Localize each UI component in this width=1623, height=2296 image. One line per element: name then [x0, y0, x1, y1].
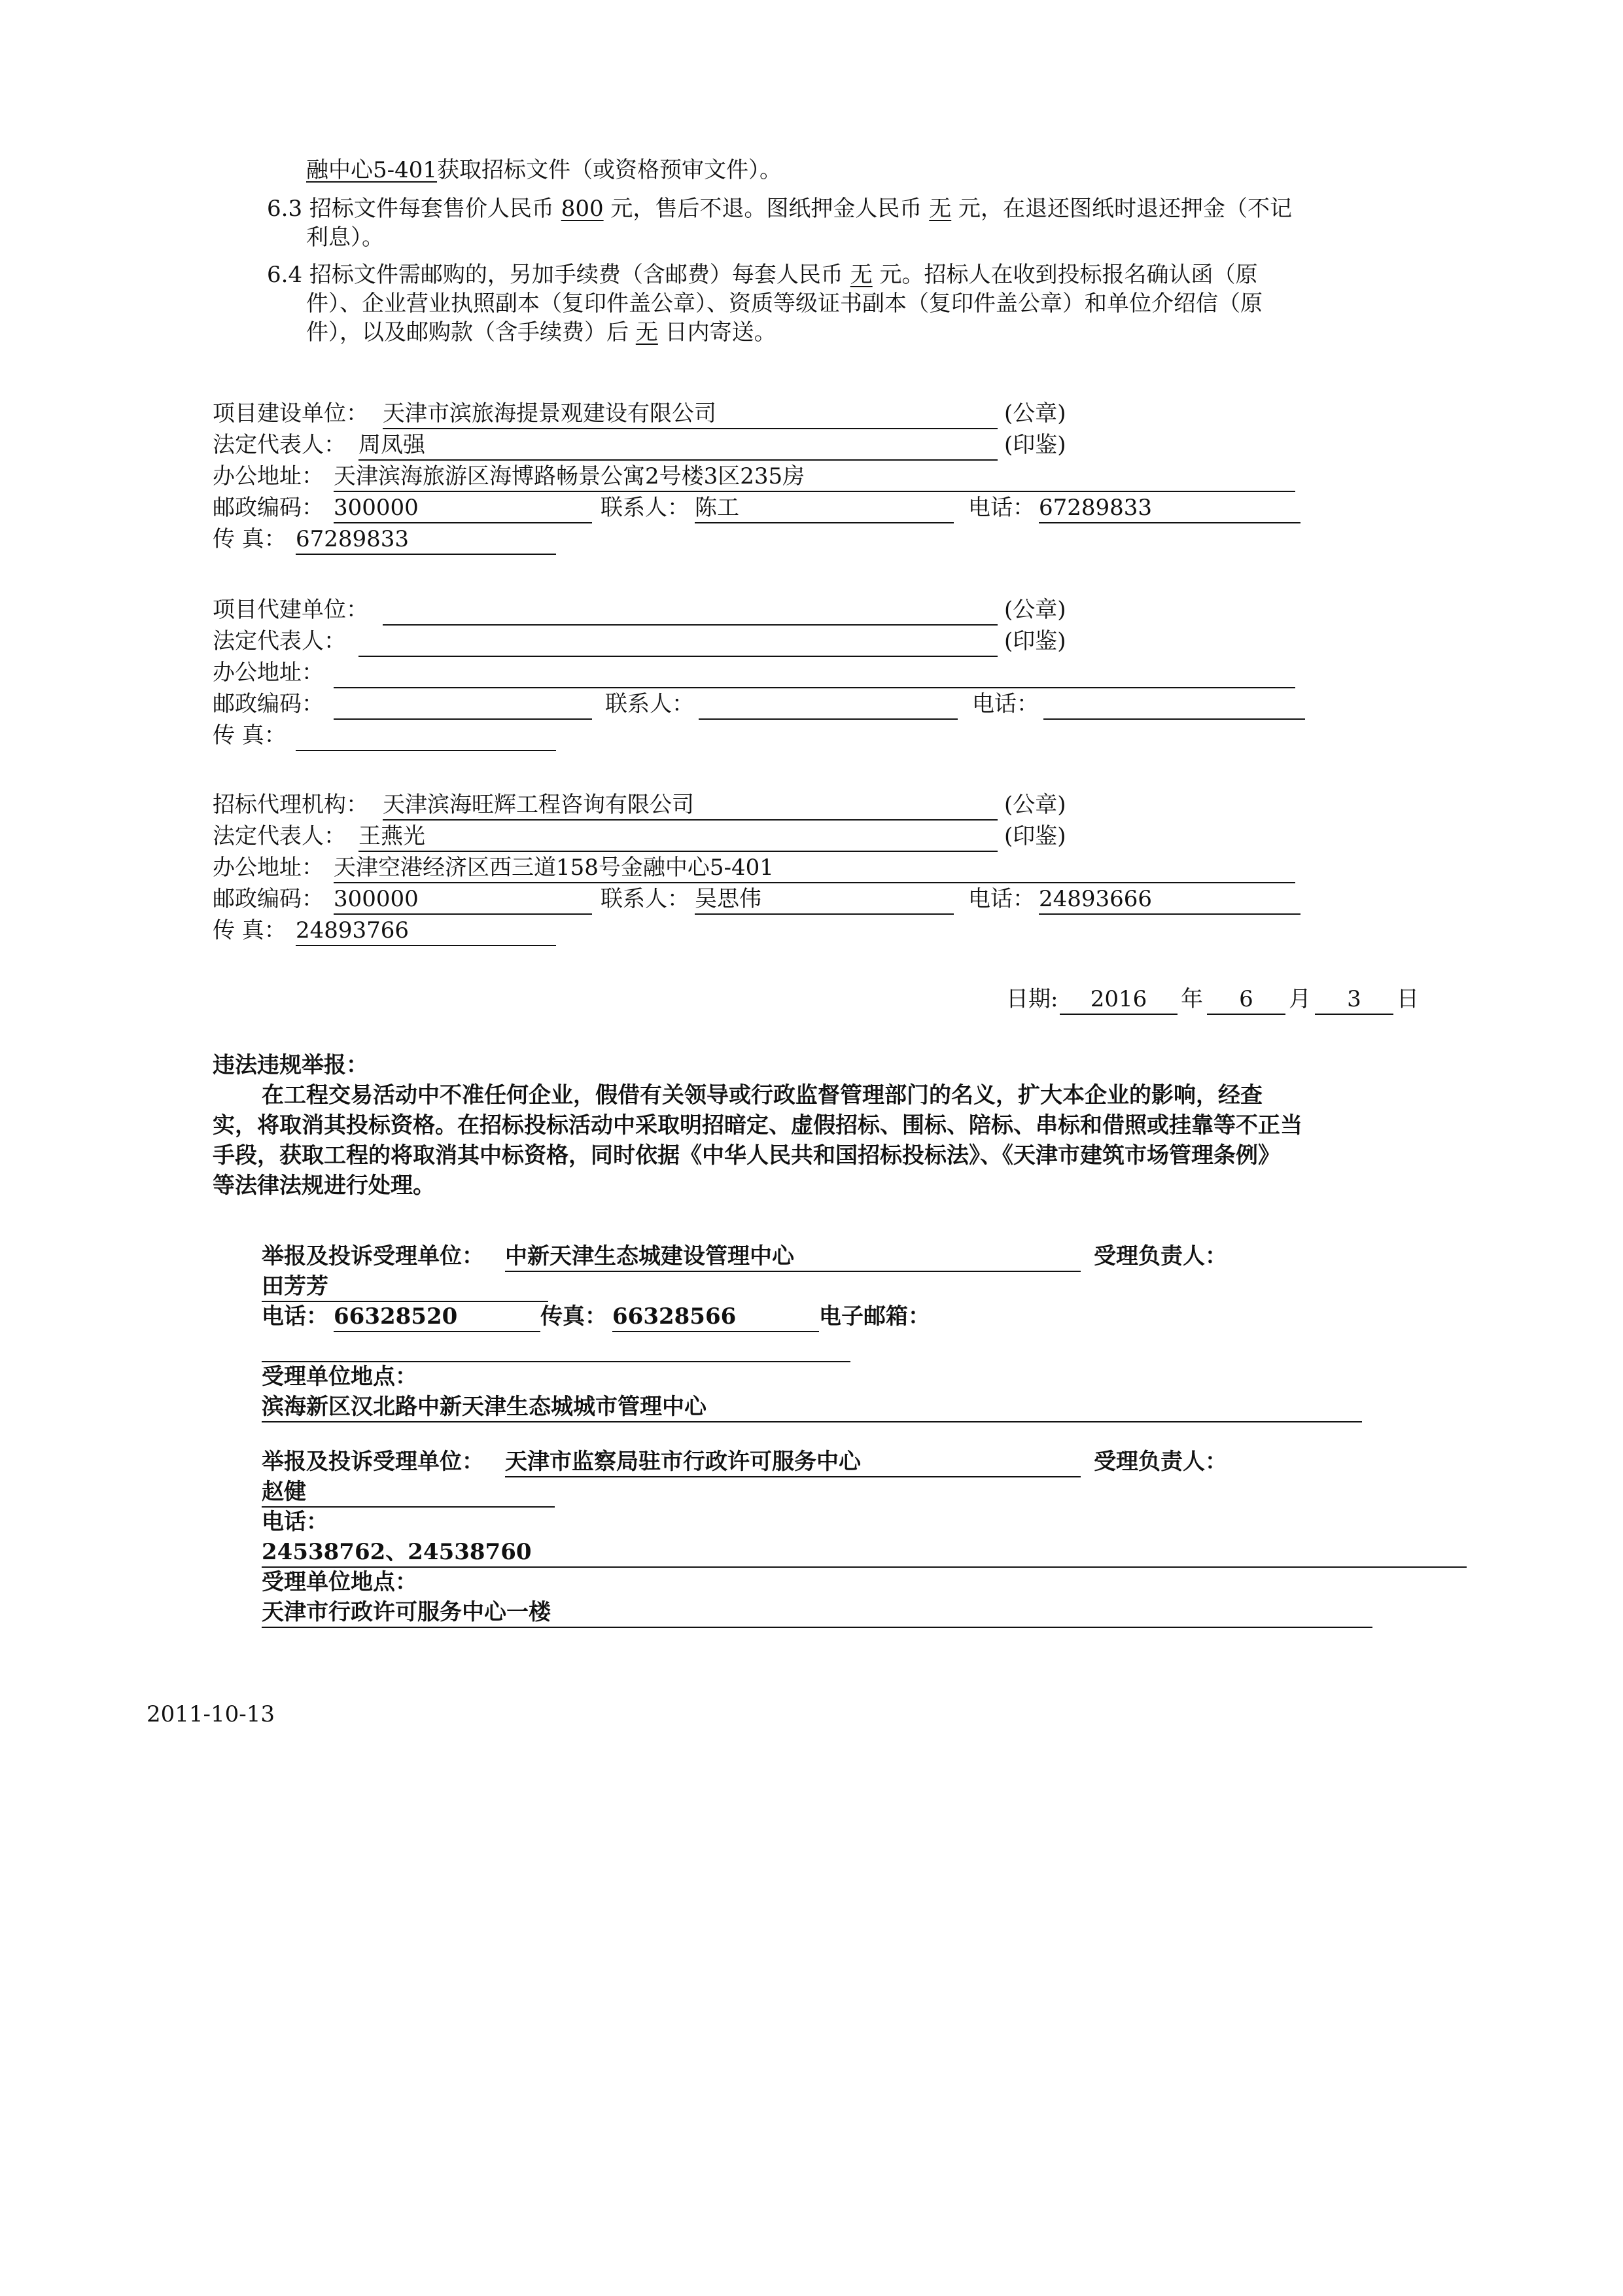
date-day-line: [1315, 1014, 1393, 1015]
agent-zip-line: [334, 718, 592, 720]
clause-6-4: 6.4 招标文件需邮购的，另加手续费（含邮费）每套人民币 无 元。招标人在收到投标报名确认函（原: [267, 262, 1258, 288]
c2-unit-line: [505, 1476, 1081, 1477]
date-month-line: [1207, 1014, 1285, 1015]
agency-fax-label: 传 真：: [213, 917, 287, 944]
c1-loc: 滨海新区汉北路中新天津生态城城市管理中心: [262, 1394, 707, 1420]
c1-unit: 中新天津生态城建设管理中心: [505, 1243, 794, 1269]
mail-days: 无: [635, 319, 658, 345]
agency-contact-line: [695, 913, 954, 915]
date-month: 6: [1239, 986, 1253, 1012]
c2-tel-label: 电话：: [262, 1509, 328, 1535]
doc-price: 800: [561, 196, 604, 222]
agency-tel: 24893666: [1039, 886, 1153, 912]
date-year-unit: 年: [1181, 986, 1203, 1012]
agency-zip: 300000: [334, 886, 419, 912]
c2-person: 赵健: [262, 1479, 306, 1505]
c2-person-label: 受理负责人：: [1094, 1449, 1227, 1475]
c2-unit-label: 举报及投诉受理单位：: [262, 1449, 484, 1475]
c1-unit-line: [505, 1271, 1081, 1272]
owner-tel: 67289833: [1039, 495, 1153, 521]
c1-tel: 66328520: [334, 1303, 458, 1330]
owner-contact-line: [695, 522, 954, 523]
agent-fax-label: 传 真：: [213, 722, 287, 749]
agency-rep-label: 法定代表人：: [213, 823, 346, 849]
report-p2: 实，将取消其投标资格。在招标投标活动中采取明招暗定、虚假招标、围标、陪标、串标和借照或挂靠等不正当: [213, 1112, 1302, 1139]
agent-rep-line: [358, 656, 998, 657]
c1-fax: 66328566: [612, 1303, 737, 1330]
agency-zip-label: 邮政编码：: [213, 886, 324, 912]
report-p4: 等法律法规进行处理。: [213, 1173, 435, 1199]
agency-unit-label: 招标代理机构：: [213, 792, 368, 818]
c2-tel-line: [262, 1566, 1467, 1568]
agent-stamp: (印鉴): [1004, 628, 1066, 654]
agency-tel-label: 电话：: [968, 886, 1035, 912]
clause-6-3-cont: 利息）。: [306, 224, 384, 251]
owner-contact-label: 联系人：: [601, 495, 689, 521]
clause-6-4-cont2: 件），以及邮购款（含手续费）后 无 日内寄送。: [306, 319, 777, 345]
c2-tel: 24538762、24538760: [262, 1539, 532, 1565]
agency-fax: 24893766: [296, 917, 410, 944]
agent-tel-label: 电话：: [972, 691, 1039, 717]
owner-rep-line: [358, 459, 998, 461]
agent-contact-line: [699, 718, 958, 720]
owner-fax: 67289833: [296, 526, 410, 552]
c1-person: 田芳芳: [262, 1273, 328, 1299]
agency-rep: 王燕光: [358, 823, 425, 849]
date-label: 日期:: [1006, 986, 1058, 1012]
c1-tel-line: [334, 1331, 540, 1332]
c2-unit: 天津市监察局驻市行政许可服务中心: [505, 1449, 861, 1475]
date-year-line: [1060, 1014, 1178, 1015]
agency-addr-line: [334, 882, 1295, 883]
mail-fee: 无: [850, 262, 873, 288]
owner-tel-label: 电话：: [968, 495, 1035, 521]
agent-addr-line: [334, 687, 1295, 688]
agent-rep-label: 法定代表人：: [213, 628, 346, 654]
c1-fax-label: 传真：: [540, 1303, 607, 1330]
owner-addr: 天津滨海旅游区海博路畅景公寓2号楼3区235房: [334, 463, 805, 489]
c1-tel-label: 电话：: [262, 1303, 328, 1330]
agency-seal: (公章): [1004, 792, 1066, 818]
agency-addr: 天津空港经济区西三道158号金融中心5-401: [334, 855, 774, 881]
date-day: 3: [1347, 986, 1361, 1012]
owner-contact: 陈工: [695, 495, 739, 521]
agency-stamp: (印鉴): [1004, 823, 1066, 849]
agency-contact-label: 联系人：: [601, 886, 689, 912]
agency-addr-label: 办公地址：: [213, 855, 324, 881]
c1-person-label: 受理负责人：: [1094, 1243, 1227, 1269]
owner-addr-label: 办公地址：: [213, 463, 324, 489]
footer-date: 2011-10-13: [147, 1701, 275, 1727]
clause-6-4-cont1: 件）、企业营业执照副本（复印件盖公章）、资质等级证书副本（复印件盖公章）和单位介绍信（原: [306, 291, 1263, 317]
owner-tel-line: [1039, 522, 1300, 523]
c1-unit-label: 举报及投诉受理单位：: [262, 1243, 484, 1269]
agency-zip-line: [334, 913, 592, 915]
owner-addr-line: [334, 491, 1295, 492]
owner-unit-line: [383, 428, 998, 429]
agency-unit: 天津滨海旺辉工程咨询有限公司: [383, 792, 694, 818]
report-p1: 在工程交易活动中不准任何企业，假借有关领导或行政监督管理部门的名义，扩大本企业的影响，经查: [262, 1082, 1263, 1108]
owner-fax-label: 传 真：: [213, 526, 287, 552]
agency-fax-line: [296, 945, 556, 946]
agent-tel-line: [1043, 718, 1305, 720]
owner-fax-line: [296, 554, 556, 555]
owner-unit: 天津市滨旅海提景观建设有限公司: [383, 400, 716, 427]
date-month-unit: 月: [1289, 986, 1311, 1012]
pickup-place: 融中心5-401: [306, 157, 438, 183]
agent-addr-label: 办公地址：: [213, 660, 324, 686]
agency-unit-line: [383, 819, 998, 821]
c2-loc-label: 受理单位地点：: [262, 1569, 417, 1595]
report-title: 违法违规举报：: [213, 1052, 368, 1078]
c1-loc-line: [262, 1421, 1362, 1422]
owner-stamp: (印鉴): [1004, 432, 1066, 458]
date-day-unit: 日: [1397, 986, 1419, 1012]
c2-loc-line: [262, 1627, 1372, 1628]
owner-zip-line: [334, 522, 592, 523]
owner-unit-label: 项目建设单位：: [213, 400, 368, 427]
c1-loc-label: 受理单位地点：: [262, 1364, 417, 1390]
owner-zip: 300000: [334, 495, 419, 521]
agency-contact: 吴思伟: [695, 886, 761, 912]
line-6-2-tail: 融中心5-401获取招标文件（或资格预审文件）。: [306, 157, 782, 183]
owner-rep: 周凤强: [358, 432, 425, 458]
agency-rep-line: [358, 851, 998, 852]
agent-zip-label: 邮政编码：: [213, 691, 324, 717]
owner-zip-label: 邮政编码：: [213, 495, 324, 521]
drawing-deposit: 无: [929, 196, 952, 222]
clause-6-3: 6.3 招标文件每套售价人民币 800 元，售后不退。图纸押金人民币 无 元，在退还图纸时退还押金（不记: [267, 196, 1293, 222]
c1-email-label: 电子邮箱：: [819, 1303, 930, 1330]
owner-seal: (公章): [1004, 400, 1066, 427]
agent-fax-line: [296, 750, 556, 751]
agent-seal: (公章): [1004, 597, 1066, 623]
report-p3: 手段，获取工程的将取消其中标资格，同时依据《中华人民共和国招标投标法》、《天津市建筑市场管理条例》: [213, 1142, 1280, 1169]
owner-rep-label: 法定代表人：: [213, 432, 346, 458]
c2-loc: 天津市行政许可服务中心一楼: [262, 1599, 551, 1625]
date-year: 2016: [1090, 986, 1147, 1012]
agent-contact-label: 联系人：: [605, 691, 694, 717]
agent-unit-label: 项目代建单位：: [213, 597, 368, 623]
agent-unit-line: [383, 624, 998, 626]
agency-tel-line: [1039, 913, 1300, 915]
c1-fax-line: [612, 1331, 819, 1332]
